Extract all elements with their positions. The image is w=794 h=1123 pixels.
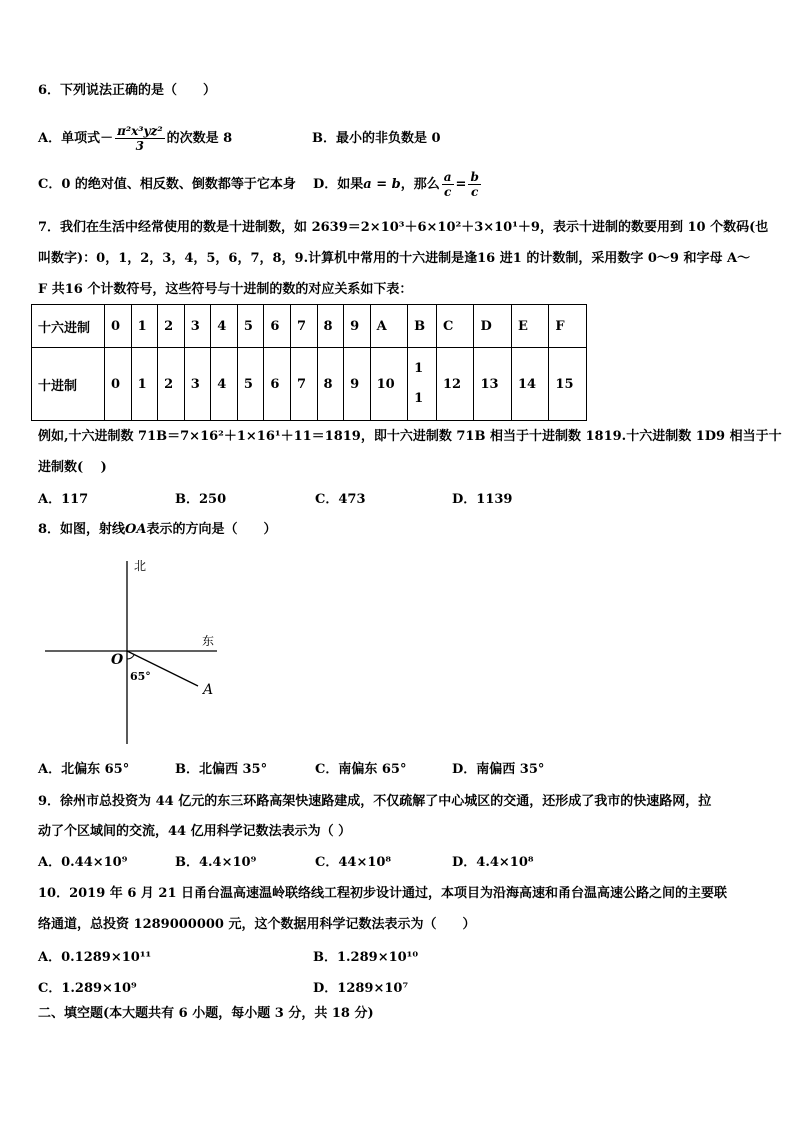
q6-frac2-num: b: [470, 170, 479, 184]
q7-option-d: D．1139: [452, 492, 513, 507]
table-header-decimal: 十进制: [32, 348, 105, 421]
q6-fraction-b-over-c: [468, 170, 480, 199]
q7-line-2: 叫数字)：0，1，2，3，4，5，6，7，8，9.计算机中常用的十六进制是逢16 进1 的计数制，采用数字 0～9 和字母 A～: [38, 251, 751, 266]
table-row-decimal: [32, 348, 587, 421]
q10-option-c: C．1.289×10⁹: [38, 981, 137, 996]
q6-frac1-den: c: [444, 185, 452, 199]
q7-option-b: B．250: [175, 492, 227, 507]
q7-option-c: C．473: [315, 492, 366, 507]
q10-option-b: B．1.289×10¹⁰: [313, 950, 419, 965]
table-cell: 1: [131, 305, 158, 348]
table-cell: 8: [317, 305, 344, 348]
stacked-digit-bottom: 1: [414, 391, 424, 406]
table-cell: A: [370, 305, 407, 348]
q6-fraction-numerator: π²x³yz²: [117, 124, 163, 138]
q10-option-a: A．0.1289×10¹¹: [38, 950, 152, 965]
table-cell: 7: [290, 305, 317, 348]
stacked-digit-top: 1: [414, 361, 424, 376]
q8-ray-name: OA: [125, 522, 147, 537]
point-a-label: A: [203, 682, 214, 698]
table-cell: 2: [158, 348, 185, 421]
table-cell: 4: [211, 305, 238, 348]
q6-monomial-fraction: [115, 124, 165, 153]
q6-option-d-prefix: D．如果: [313, 177, 364, 192]
table-cell-eleven: [408, 348, 437, 421]
q6-option-a-prefix: A．单项式－: [38, 131, 114, 146]
q8-stem-prefix: 8．如图，射线: [38, 522, 126, 537]
q6-option-a-suffix: 的次数是 8: [166, 131, 233, 146]
q10-option-d: D．1289×10⁷: [313, 981, 409, 996]
table-cell: 6: [264, 348, 291, 421]
q6-option-b: B．最小的非负数是 0: [312, 131, 441, 146]
section-2-heading: 二、填空题(本大题共有 6 小题，每小题 3 分，共 18 分): [38, 1006, 374, 1021]
table-cell: F: [549, 305, 587, 348]
table-header-hex: 十六进制: [32, 305, 105, 348]
table-cell: 9: [344, 348, 371, 421]
q8-option-d: D．南偏西 35°: [452, 762, 545, 777]
q9-option-d: D．4.4×10⁸: [452, 855, 534, 870]
q9-option-b: B．4.4×10⁹: [175, 855, 257, 870]
q6-option-d-mid: ，那么: [400, 177, 440, 192]
table-cell: 3: [184, 305, 211, 348]
q9-option-c: C．44×10⁸: [315, 855, 392, 870]
table-cell: 0: [105, 305, 132, 348]
table-cell: 8: [317, 348, 344, 421]
q8-stem: [38, 521, 276, 539]
table-cell: 13: [474, 348, 511, 421]
q7-example-line-1: 例如,十六进制数 71B＝7×16²＋1×16¹＋11＝1819，即十六进制数 71B 相当于十进制数 1819.十六进制数 1D9 相当于十: [38, 429, 782, 444]
east-label: 东: [202, 634, 215, 648]
q10-line-2: 络通道，总投资 1289000000 元，这个数据用科学记数法表示为（ ）: [38, 917, 476, 932]
table-cell: 0: [105, 348, 132, 421]
q6-frac1-num: a: [443, 170, 452, 184]
table-cell: 4: [211, 348, 238, 421]
table-cell: C: [437, 305, 474, 348]
table-cell: 12: [437, 348, 474, 421]
q7-option-a: A．117: [38, 492, 89, 507]
table-cell: 15: [549, 348, 587, 421]
q6-equals: =: [455, 177, 467, 192]
table-cell: D: [474, 305, 511, 348]
q7-line-1: 7．我们在生活中经常使用的数是十进制数，如 2639＝2×10³＋6×10²＋3×10¹＋9，表示十进制的数要用到 10 个数码(也: [38, 220, 769, 235]
q9-option-a: A．0.44×10⁹: [38, 855, 128, 870]
q6-fraction-denominator: 3: [135, 139, 145, 153]
compass-direction-diagram: [40, 556, 230, 751]
q6-option-c: C．0 的绝对值、相反数、倒数都等于它本身: [38, 177, 296, 192]
q9-line-1: 9．徐州市总投资为 44 亿元的东三环路高架快速路建成，不仅疏解了中心城区的交通，还形成了我市的快速路网，拉: [38, 794, 712, 809]
table-cell: B: [408, 305, 437, 348]
q6-option-d-equation: a = b: [363, 177, 401, 192]
q8-option-b: B．北偏西 35°: [175, 762, 268, 777]
table-cell: 5: [237, 348, 264, 421]
origin-label: O: [111, 652, 124, 668]
q8-option-a: A．北偏东 65°: [38, 762, 130, 777]
table-cell: E: [511, 305, 548, 348]
angle-label: 65°: [130, 670, 151, 683]
table-cell: 5: [237, 305, 264, 348]
q6-fraction-a-over-c: [442, 170, 454, 199]
q7-example-line-2: 进制数( ): [38, 460, 107, 475]
table-cell: 6: [264, 305, 291, 348]
table-cell: 10: [370, 348, 407, 421]
q6-option-d: [313, 170, 483, 199]
hex-decimal-table: [31, 304, 587, 421]
q6-frac2-den: c: [470, 185, 479, 199]
angle-arc: [127, 655, 134, 659]
table-cell: 14: [511, 348, 548, 421]
q8-stem-suffix: 表示的方向是（ ）: [146, 522, 277, 537]
table-cell: 3: [184, 348, 211, 421]
table-cell: 1: [131, 348, 158, 421]
table-cell: 2: [158, 305, 185, 348]
q9-line-2: 动了个区域间的交流，44 亿用科学记数法表示为（ ）: [38, 824, 352, 839]
table-cell: 9: [344, 305, 371, 348]
q7-line-3: F 共16 个计数符号，这些符号与十进制的数的对应关系如下表：: [38, 282, 413, 297]
table-cell: 7: [290, 348, 317, 421]
q6-option-a: [38, 124, 232, 153]
q10-line-1: 10．2019 年 6 月 21 日甬台温高速温岭联络线工程初步设计通过，本项目为沿海高速和甬台温高速公路之间的主要联: [38, 886, 728, 901]
table-row-hex: [32, 305, 587, 348]
north-label: 北: [134, 559, 147, 573]
q8-option-c: C．南偏东 65°: [315, 762, 407, 777]
q6-stem: 6．下列说法正确的是（ ）: [38, 83, 217, 98]
